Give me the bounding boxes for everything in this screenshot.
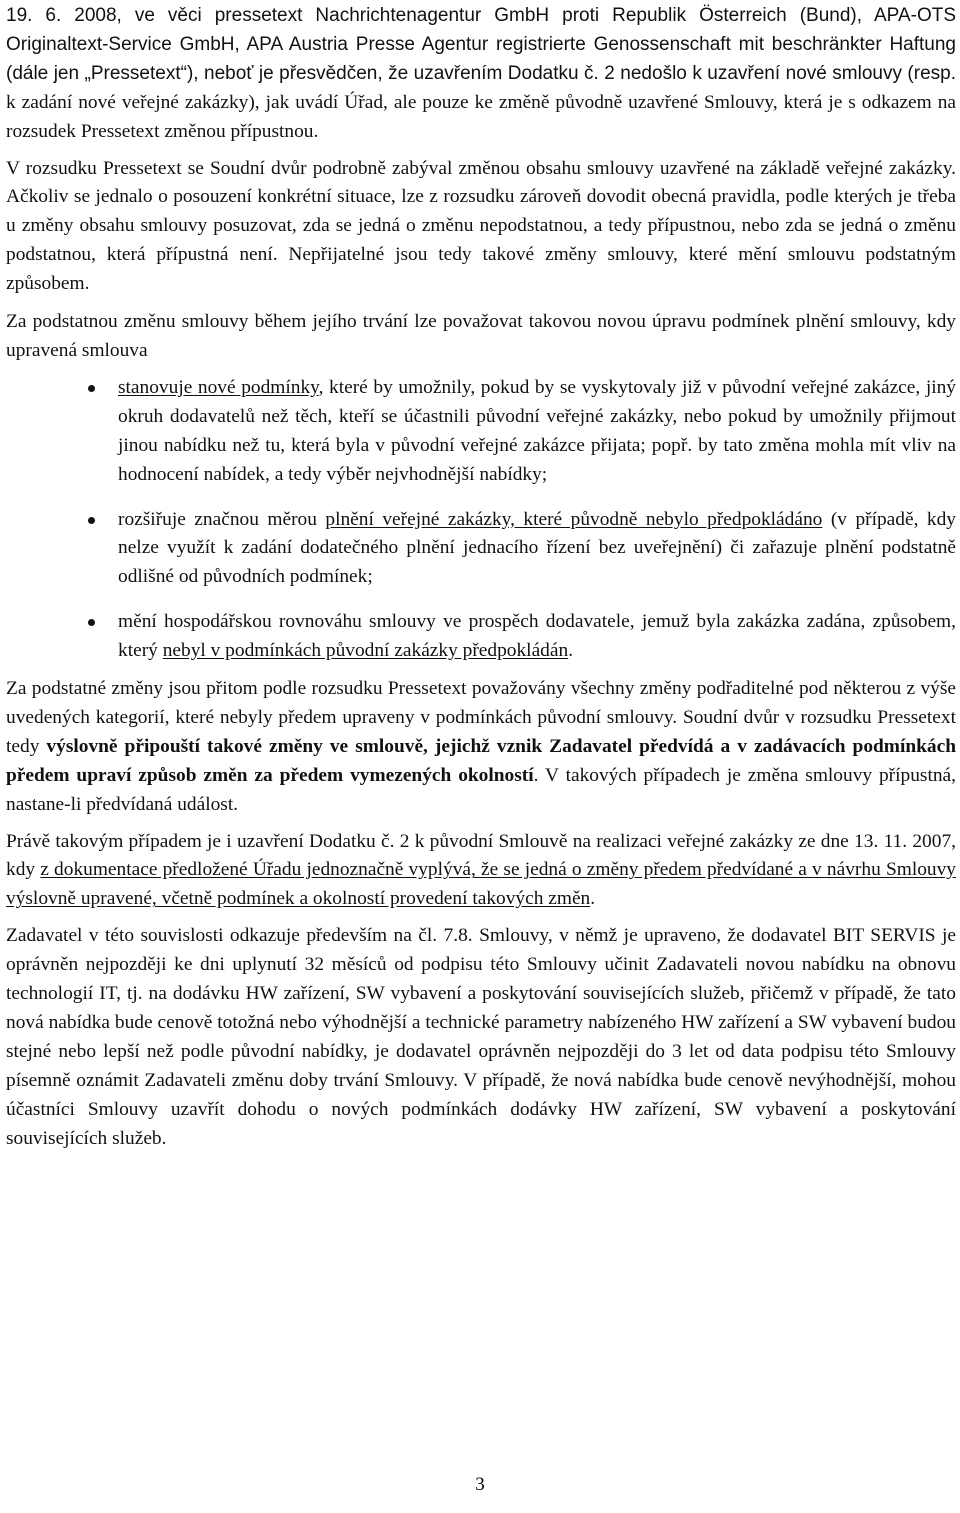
- paragraph-court-judgment: V rozsudku Pressetext se Soudní dvůr podrobně zabýval změnou obsahu smlouvy uzavřené na základě veřejné zakázky. Ačkoliv se jednalo o posouzení konkrétní situace, lze z rozsudku zároveň dovodit obecná pravidla, podle kterých je třeba u změny obsahu smlouvy posuzovat, zda se jedná o změnu nepodstatnou, a tedy přípustnou, nebo zda se jedná o změnu podstatnou, která přípustná není. Nepřijatelné jsou tedy takové změny smlouvy, které mění smlouvu podstatným způsobem.: [6, 157, 956, 295]
- paragraph-article-7-8: Zadavatel v této souvislosti odkazuje především na čl. 7.8. Smlouvy, v němž je upraveno, že dodavatel BIT SERVIS je oprávněn nejpozději ke dni uplynutí 32 měsíců od podpisu této Smlouvy učinit Zadavateli novou nabídku na obnovu technologií IT, tj. na dodávku HW zařízení, SW vybavení a poskytování souvisejících služeb, přičemž v případě, že tato nová nabídka bude cenově totožná nebo výhodnější a technické parametry nabízeného HW zařízení a SW vybavení budou stejné nebo lepší než podle původní nabídky, je dodavatel oprávněn nejpozději do 3 let od data podpisu této Smlouvy písemně oznámit Zadavateli změnu doby trvání Smlouvy. V případě, že nová nabídka bude cenově nevýhodnější, mohou účastníci Smlouvy uzavřít dohodu o nových podmínkách dodávky HW zařízení, SW vybavení a poskytování souvisejících služeb.: [6, 925, 956, 1149]
- paragraph-addendum-2: [6, 828, 956, 915]
- paragraph-text: .: [590, 888, 596, 910]
- list-item: [6, 374, 956, 490]
- bold-text: výslovně připouští takové změny ve smlouvě, jejichž vznik Zadavatel předvídá a v zadávacích podmínkách předem upraví způsob změn za předem vymezených okolností: [6, 735, 957, 786]
- underlined-text: plnění veřejné zakázky, které původně nebylo předpokládáno: [325, 508, 823, 530]
- underlined-text: nebyl v podmínkách původní zakázky předpokládán: [162, 640, 569, 662]
- list-item-text: .: [568, 640, 574, 662]
- paragraph-intro-sans-text: 19. 6. 2008, ve věci pressetext Nachrichtenagentur GmbH proti Republik Österreich (Bund), APA-OTS Originaltext-Service GmbH, APA Austria Presse Agentur registrierte Genossenschaft mit beschränkter Haftung (dále jen „Pressetext“), neboť je přesvědčen, že uzavřením Dodatku č. 2 nedošlo k uzavření nové smlouvy (resp.: [6, 5, 956, 84]
- list-item: [6, 608, 956, 666]
- paragraph-intro-serif-text: k zadání nové veřejné zakázky), jak uvádí Úřad, ale pouze ke změně původně uzavřené Smlouvy, která je s odkazem na rozsudek Pressetext změnou přípustnou.: [6, 91, 956, 142]
- criteria-list: [6, 374, 956, 666]
- list-item-text: , které by umožnily, pokud by se vyskytovaly již v původní veřejné zakázce, jiný okruh dodavatelů než těch, kteří se účastnili původní veřejné zakázky, nebo pokud by umožnily přijmout jinou nabídku než tu, která byla v původní veřejné zakázce přijata; popř. by tato změna mohla mít vliv na hodnocení nabídek, a tedy výběr nejvhodnější nabídky;: [118, 376, 956, 485]
- paragraph-permitted-changes: [6, 675, 956, 820]
- paragraph-pressetext-intro: [6, 0, 956, 147]
- bullet-icon: [88, 619, 95, 626]
- list-item: [6, 506, 956, 593]
- paragraph-substantial-change-definition: Za podstatnou změnu smlouvy během jejího trvání lze považovat takovou novou úpravu podmínek plnění smlouvy, kdy upravená smlouva: [6, 311, 956, 361]
- list-item-lead: rozšiřuje značnou měrou: [118, 508, 326, 530]
- underlined-text: stanovuje nové podmínky: [118, 376, 319, 398]
- list-item-lead: mění hospodářskou rovnováhu smlouvy ve prospěch dodavatele, jemuž byla zakázka zadána, způsobem, který: [118, 611, 956, 662]
- paragraph-text: Právě takovým případem je i uzavření Dodatku č. 2 k původní Smlouvě na realizaci veřejné zakázky ze dne 13. 11. 2007, kdy: [6, 830, 956, 881]
- paragraph-text: . V takových případech je změna smlouvy přípustná, nastane-li předvídaná událost.: [6, 764, 956, 815]
- bullet-icon: [88, 385, 95, 392]
- list-item-text: (v případě, kdy nelze využít k zadání dodatečného plnění jednacího řízení bez uveřejnění) či zařazuje plnění podstatně odlišné od původních podmínek;: [118, 508, 956, 588]
- bullet-icon: [88, 517, 95, 524]
- underlined-text: z dokumentace předložené Úřadu jednoznačně vyplývá, že se jedná o změny předem předvídané a v návrhu Smlouvy výslovně upravené, včetně podmínek a okolností provedení takových změn: [6, 859, 956, 910]
- paragraph-text: Za podstatné změny jsou přitom podle rozsudku Pressetext považovány všechny změny podřaditelné pod některou z výše uvedených kategorií, které nebyly předem upraveny v podmínkách původní smlouvy. Soudní dvůr v rozsudku Pressetext tedy: [6, 678, 956, 757]
- page-number: 3: [475, 1474, 485, 1495]
